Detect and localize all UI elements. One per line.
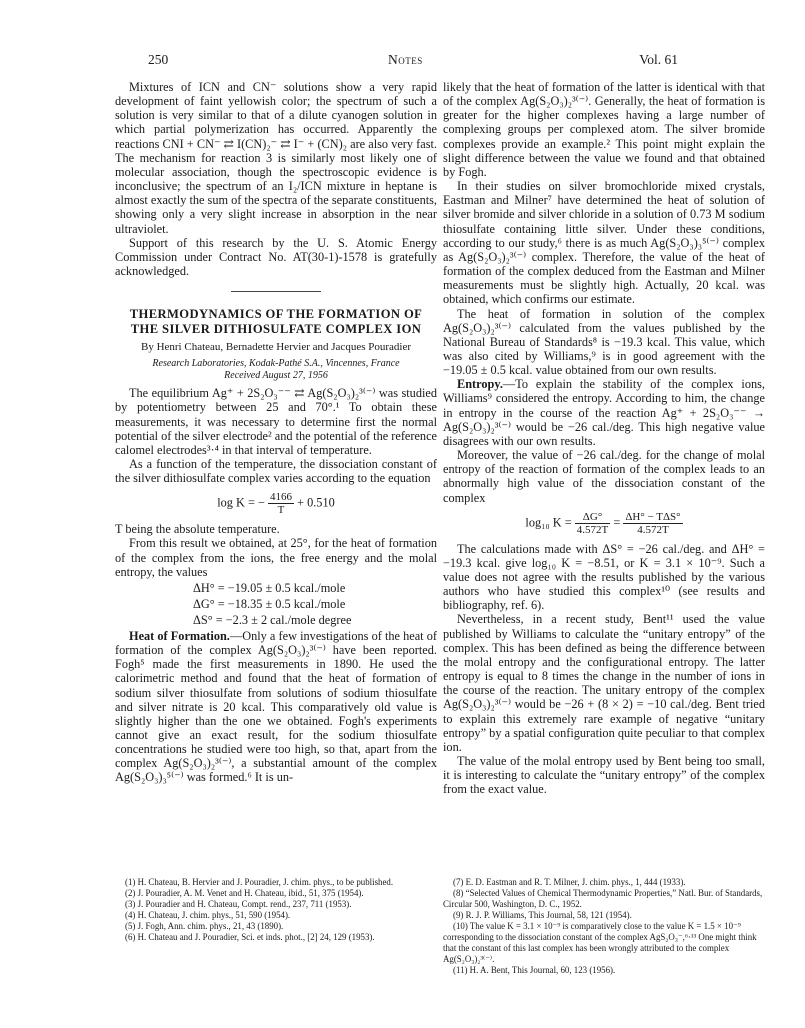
equation-term: = — [613, 515, 621, 530]
right-column — [443, 80, 765, 797]
paragraph: The heat of formation in solution of the complex Ag(S₂O₃)₂³⁽⁻⁾ calculated from the values published by the National Bureau of Standards⁸ is −19.3 kcal. This value, which was also cited by Williams,⁹ is in good agreement with the −19.05 ± 0.5 kcal. value obtained from our own results. — [443, 306, 765, 378]
equation-log10k — [443, 511, 765, 536]
page-number: 250 — [148, 52, 169, 67]
footnote: (4) H. Chateau, J. chim. phys., 51, 590 (1954). — [125, 910, 291, 920]
footnote: (1) H. Chateau, B. Hervier and J. Pouradier, J. chim. phys., to be published. — [125, 877, 394, 887]
fraction-denominator: 4.572T — [637, 523, 669, 536]
footnote: (8) “Selected Values of Chemical Thermodynamic Properties,” Natl. Bur. of Standards, Circular 500, Washington, D. C., 1952. — [443, 888, 763, 909]
equation-fraction — [268, 491, 294, 516]
value-delta-s: ΔS° = −2.3 ± 2 cal./mole degree — [193, 612, 352, 627]
paragraph: likely that the heat of formation of the latter is identical with that of the complex Ag(S₂O₃)₂³⁽⁻⁾. Generally, the heat of formation is greater for the higher complexes having a large number of complexing groups per complexed atom. The silver bromide complexes provide an example.² This point might explain the slight difference between the value we found and that obtained by Fogh. — [443, 80, 765, 179]
paragraph: Nevertheless, in a recent study, Bent¹¹ used the value published by Williams to calculate the “unitary entropy” of the complex. This has been defined as being the difference between the molal entropy and the configurational entropy. The latter entropy is equal to 8 times the change in the number of ions in the course of the reaction. The unitary entropy of the complex Ag(S₂O₃)₂³⁽⁻⁾ would be −26 + (8 × 2) = −10 cal./deg. Bent tried to explain this extremely rare example of negative “unitary entropy” by a spatial configuration quite peculiar to that complex ion. — [443, 612, 765, 754]
footnote: (2) J. Pouradier, A. M. Venet and H. Chateau, ibid., 51, 375 (1954). — [125, 888, 364, 898]
paragraph: Moreover, the value of −26 cal./deg. for the change of molal entropy of the reaction of formation of the complex leads to an abnormally high value of the dissociation constant of the complex — [443, 448, 765, 505]
paragraph: From this result we obtained, at 25°, for the heat of formation of the complex from the ions, the free energy and the molal entropy, the values — [115, 536, 437, 579]
footnote: (3) J. Pouradier and H. Chateau, Compt. rend., 237, 711 (1953). — [125, 899, 352, 909]
paragraph — [443, 377, 765, 448]
article-authors: By Henri Chateau, Bernadette Hervier and Jacques Pouradier — [140, 341, 411, 354]
footnote: (6) H. Chateau and J. Pouradier, Sci. et inds. phot., [2] 24, 129 (1953). — [125, 932, 375, 942]
paragraph: T being the absolute temperature. — [115, 522, 280, 537]
fraction-numerator: 4166 — [270, 491, 292, 504]
section-title: Notes — [388, 52, 423, 67]
paragraph: In their studies on silver bromochloride mixed crystals, Eastman and Milner⁷ have determined the heat of solution of silver bromide and silver chloride in a solution of 0.73 M sodium thiosulfate containing little silver. Under these conditions, according to our study,⁶ there is as much Ag(S₂O₃)₃⁵⁽⁻⁾ complex as Ag(S₂O₃)₂³⁽⁻⁾ complex. Therefore, the value of the heat of formation of the complex deduced from the Eastman and Milner measurements must be slightly high. Actually, 20 kcal. was obtained, which confirms our estimate. — [443, 179, 765, 307]
article-affiliation: Research Laboratories, Kodak-Pathé S.A., Vincennes, France — [152, 358, 400, 370]
value-delta-h: ΔH° = −19.05 ± 0.5 kcal./mole — [193, 580, 346, 595]
equation-term: log K = − — [217, 495, 265, 510]
section-heading: Heat of Formation. — [129, 628, 230, 643]
paragraph-text: —Only a few investigations of the heat of formation of the complex Ag(S₂O₃)₂³⁽⁻⁾ have been reported. Fogh⁵ made the first measurements in 1890. He used the calorimetric method and found that the heat of formation of sodium silver thiosulfate from solutions of sodium thiosulfate and silver nitrate is 20 kcal. This comparatively old value is slightly higher than the one we obtained. Fogh's experiments cannot give an exact result, for the sodium thiosulfate concentrations he studied were too high, so that, apart from the complex Ag(S₂O₃)₂³⁽⁻⁾, a substantial amount of the complex Ag(S₂O₃)₃⁵⁽⁻⁾ was formed.⁶ It is un- — [115, 628, 437, 785]
footnotes-right — [443, 877, 765, 976]
equation-fraction — [623, 511, 682, 536]
paragraph: The value of the molal entropy used by Bent being too small, it is interesting to calculate the “unitary entropy” of the complex from the exact value. — [443, 754, 765, 797]
fraction-numerator: ΔG° — [575, 511, 610, 524]
equation-fraction — [575, 511, 610, 536]
footnote: (7) E. D. Eastman and R. T. Milner, J. chim. phys., 1, 444 (1933). — [453, 877, 686, 887]
footnote: (11) H. A. Bent, This Journal, 60, 123 (1956). — [453, 965, 616, 975]
footnotes-left — [115, 877, 437, 943]
paragraph: Support of this research by the U. S. Atomic Energy Commission under Contract No. AT(30-1)-1578 is gratefully acknowledged. — [115, 235, 437, 279]
section-heading: Entropy. — [457, 377, 503, 392]
volume-label: Vol. 61 — [639, 52, 678, 67]
fraction-denominator: T — [277, 504, 285, 517]
separator-rule — [231, 291, 321, 292]
paragraph — [115, 629, 437, 785]
paragraph: The equilibrium Ag⁺ + 2S₂O₃⁻⁻ ⇄ Ag(S₂O₃)₂³⁽⁻⁾ was studied by potentiometry between 25 and 70°.¹ To obtain these measurements, it was necessary to determine first the normal potential of the silver electrode² and the potential of the reference calomel electrodes³·⁴ in that interval of temperature. — [115, 386, 437, 457]
paragraph: The calculations made with ΔS° = −26 cal./deg. and ΔH° = −19.3 kcal. give log₁₀ K = −8.51, or K = 3.1 × 10⁻⁹. Such a value does not agree with the results published by the various authors who have studied this complex¹⁰ (see results and bibliography, ref. 6). — [443, 541, 765, 613]
footnote: (9) R. J. P. Williams, This Journal, 58, 121 (1954). — [453, 910, 632, 920]
fraction-numerator: ΔH° − TΔS° — [625, 510, 681, 523]
left-column — [115, 80, 437, 785]
value-delta-g: ΔG° = −18.35 ± 0.5 kcal./mole — [193, 596, 346, 611]
article-title: THERMODYNAMICS OF THE FORMATION OF THE SILVER DITHIOSULFATE COMPLEX ION — [129, 307, 423, 337]
footnote: (10) The value K = 3.1 × 10⁻⁹ is comparatively close to the value K = 1.5 × 10⁻⁹ corresponding to the dissociation constant of the complex AgS₂O₃⁻,⁶·¹³ One might think that the constant of this last complex has been wrongly attributed to the complex Ag(S₂O₃)₂³⁽⁻⁾. — [443, 921, 757, 964]
equation-term: + 0.510 — [297, 495, 335, 510]
paragraph: As a function of the temperature, the dissociation constant of the silver dithiosulfate complex varies according to the equation — [115, 456, 437, 486]
equation-logk — [115, 491, 437, 516]
equation-term: log₁₀ K = — [525, 515, 572, 530]
fraction-denominator: 4.572T — [576, 523, 609, 536]
paragraph: Mixtures of ICN and CN⁻ solutions show a very rapid development of faint yellowish color; the spectrum of such a solution is very similar to that of a dilute cyanogen solution in which partial polymerization has occurred. Apparently the reactions CNI + CN⁻ ⇄ I(CN)₂⁻ ⇄ I⁻ + (CN)₂ are also very fast. The mechanism for reaction 3 is similarly most likely one of molecular association, though the spectroscopic evidence is inconclusive; the spectrum of an I₂/ICN mixture in heptane is almost exactly the sum of the spectra of the separate constituents, showing only a very slight increase in absorption in the near ultraviolet. — [115, 80, 438, 236]
received-date: Received August 27, 1956 — [224, 370, 328, 382]
paragraph-text: —To explain the stability of the complex ions, Williams⁹ considered the entropy. According to him, the change in entropy in the course of the reaction Ag⁺ + 2S₂O₃⁻⁻ → Ag(S₂O₃)₂³⁽⁻⁾ would be −26 cal./deg. This high negative value disagrees with our own results. — [443, 377, 765, 448]
running-header — [148, 52, 678, 72]
footnote: (5) J. Fogh, Ann. chim. phys., 21, 43 (1890). — [125, 921, 284, 931]
